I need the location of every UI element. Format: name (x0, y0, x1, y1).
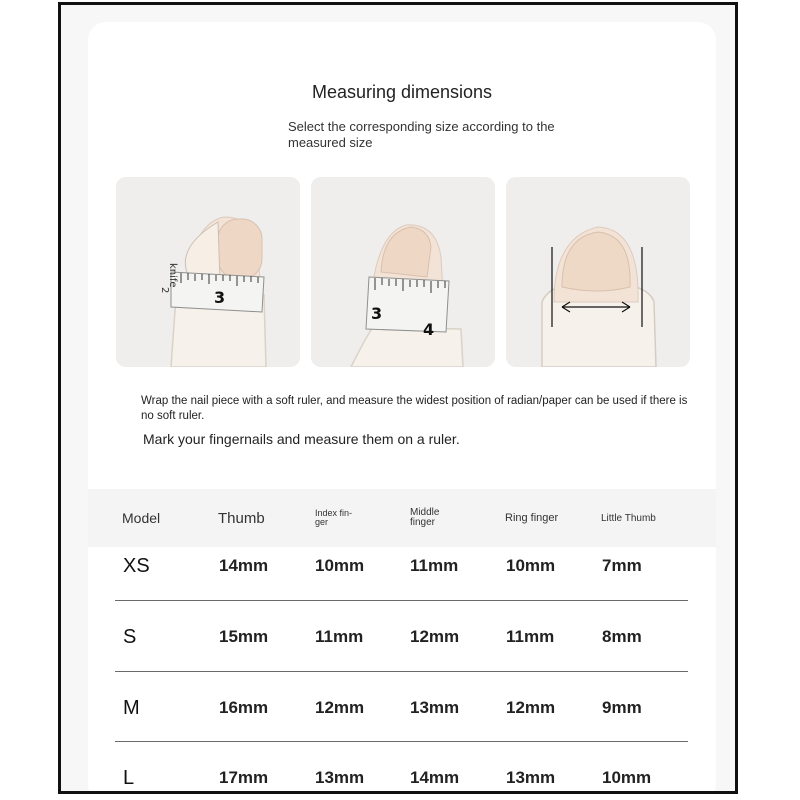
ring-value: 13mm (506, 768, 556, 787)
thumb-value: 16mm (219, 698, 269, 717)
table-row (115, 743, 688, 794)
finger-ruler-index-icon (311, 177, 495, 367)
middle-value: 14mm (410, 768, 460, 787)
page-frame (58, 2, 738, 794)
ruler-mark-3: 3 (214, 288, 226, 307)
row-model: M (123, 696, 140, 719)
row-divider (115, 741, 688, 742)
ruler-mark-3: 3 (371, 304, 383, 323)
thumb-value: 15mm (219, 627, 269, 646)
row-model: L (123, 766, 135, 789)
ring-value: 11mm (506, 627, 555, 646)
row-divider (115, 671, 688, 672)
ruler-text-knife: knife (167, 263, 178, 288)
little-value: 9mm (602, 698, 642, 717)
row-divider (115, 600, 688, 601)
little-value: 8mm (602, 627, 642, 646)
table-row (115, 673, 688, 743)
header-model: Model (122, 510, 161, 526)
little-value: 7mm (602, 556, 642, 575)
ruler-mark-4: 4 (423, 320, 435, 339)
ring-value: 12mm (506, 698, 556, 717)
header-little-thumb: Little Thumb (601, 512, 656, 524)
thumb-value: 17mm (219, 768, 269, 787)
row-model: S (123, 625, 137, 648)
header-middle-finger: Middle finger (410, 507, 440, 528)
header-ring-finger: Ring finger (505, 512, 559, 524)
thumb-value: 14mm (219, 556, 269, 575)
ruler-mark-2: 2 (159, 287, 170, 294)
size-guide-card (88, 22, 716, 794)
mark-instruction: Mark your fingernails and measure them on a ruler. (143, 431, 460, 447)
table-row (115, 602, 688, 672)
little-value: 10mm (602, 768, 652, 787)
middle-value: 11mm (410, 556, 459, 575)
header-index-finger: Index fin-ger (315, 508, 353, 527)
finger-ruler-thumb-icon (116, 177, 300, 367)
header-thumb: Thumb (218, 509, 265, 527)
index-value: 13mm (315, 768, 365, 787)
row-model: XS (123, 554, 150, 577)
table-row (115, 531, 688, 601)
index-value: 12mm (315, 698, 365, 717)
ring-value: 10mm (506, 556, 556, 575)
page-title: Measuring dimensions (311, 82, 493, 102)
middle-value: 12mm (410, 627, 460, 646)
fingernail-width-icon (506, 177, 690, 367)
middle-value: 13mm (410, 698, 460, 717)
page-subtitle: Select the corresponding size according to the measured size (288, 119, 555, 150)
index-value: 10mm (315, 556, 365, 575)
wrap-instruction: Wrap the nail piece with a soft ruler, and measure the widest position of radian/paper can be used if there is no soft ruler. (141, 395, 688, 422)
index-value: 11mm (315, 627, 364, 646)
